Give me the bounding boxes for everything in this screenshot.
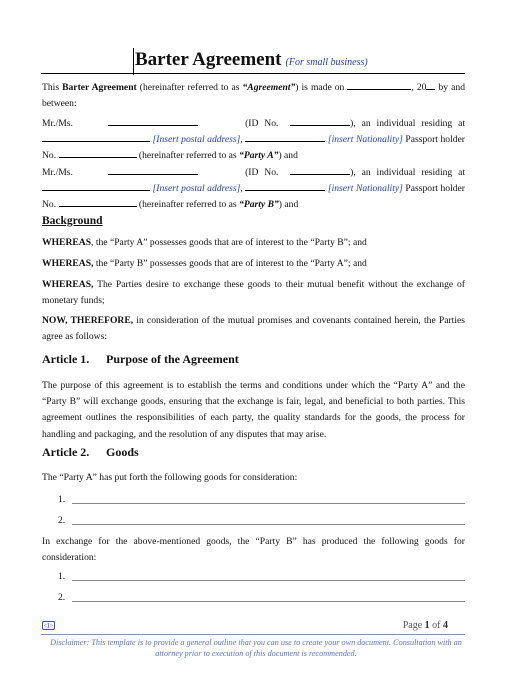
party-b-residing: ), an individual residing at	[350, 167, 466, 178]
page-label: Page	[402, 620, 425, 631]
party-a-and: ) and	[278, 150, 298, 162]
party-a-comma: ,	[240, 134, 243, 146]
whereas-1	[42, 235, 465, 251]
party-b-passport-blank[interactable]	[59, 197, 137, 207]
whereas-3-text: The Parties desire to exchange these goods to their mutual benefit without the exchange of monetary funds;	[42, 279, 465, 307]
party-a-ref: (hereinafter referred to as	[136, 150, 240, 162]
intro-text-1: This	[42, 82, 63, 93]
list-item	[58, 571, 465, 585]
title-text: Barter Agreement	[135, 49, 282, 70]
whereas-2	[42, 256, 465, 272]
party-b-passport: Passport	[402, 183, 438, 195]
party-b-address-blank[interactable]	[42, 181, 150, 191]
list-blank-line[interactable]	[72, 601, 465, 602]
document-title	[133, 48, 368, 75]
whereas-1-bold: WHEREAS	[42, 237, 92, 248]
party-a-passport-blank[interactable]	[59, 148, 137, 158]
page-number	[403, 620, 448, 631]
list-item	[58, 494, 465, 508]
party-a-nationality: [insert Nationality]	[327, 134, 403, 146]
page-current: 1	[424, 620, 430, 631]
page-total: 4	[443, 620, 448, 631]
now-therefore-text: in consideration of the mutual promises and covenants contained herein, the Parties agree as follows:	[42, 315, 465, 343]
party-b-and: ) and	[278, 199, 299, 211]
party-a-nationality-blank[interactable]	[245, 132, 325, 142]
intro-text-2: (hereinafter referred to as	[136, 82, 243, 93]
whereas-3-bold: WHEREAS,	[42, 279, 94, 290]
intro-agreement: “Agreement”	[242, 82, 296, 93]
party-a-id-label: (ID No.	[245, 118, 279, 129]
date-blank[interactable]	[347, 80, 411, 90]
esign-logo-icon: ◁▷	[43, 622, 54, 629]
party-a-label: “Party A”	[239, 150, 279, 162]
party-b-holder: holder No.	[42, 183, 465, 211]
list-item	[58, 515, 465, 529]
intro-text-3: ) is made on	[295, 82, 348, 93]
party-a-name-blank[interactable]	[108, 116, 198, 126]
title-rule	[41, 73, 465, 74]
party-b-ref: (hereinafter referred to as	[136, 199, 240, 211]
party-a-passport: Passport	[402, 134, 438, 146]
party-b-comma: ,	[240, 183, 243, 195]
intro-bold: Barter Agreement	[62, 82, 137, 93]
list-number: 2.	[58, 515, 66, 526]
party-b-nationality-blank[interactable]	[245, 181, 325, 191]
party-a-title: Mr./Ms.	[42, 118, 73, 129]
now-therefore-bold: NOW, THEREFORE,	[42, 315, 134, 326]
list-blank-line[interactable]	[72, 580, 465, 581]
party-a-paragraph	[42, 116, 465, 165]
list-number: 1.	[58, 571, 66, 582]
intro-paragraph	[42, 80, 465, 112]
article-1-body: The purpose of this agreement is to establish the terms and conditions under which the “Party A” and the “Party B” will exchange goods, ensuring that the exchange is fair, legal, and beneficial to both parties. This agreement outlines the responsibilities of each party, the quality standards for the goods, the process for handling and packaging, and the resolution of any disputes that may arise.	[42, 380, 465, 440]
whereas-2-bold: WHEREAS,	[42, 258, 94, 269]
disclaimer: Disclaimer: This template is to provide a general outline that you can use to create your own document. Consultation with an attorney prior to execution of this document is recommended.	[50, 638, 462, 658]
party-a-address-blank[interactable]	[42, 132, 150, 142]
title-subtitle: (For small business)	[285, 57, 368, 68]
whereas-1-text: , the “Party A” possesses goods that are of interest to the “Party B”; and	[91, 237, 367, 248]
intro-text-5: by and between:	[42, 82, 465, 110]
list-blank-line[interactable]	[72, 524, 465, 525]
year-blank[interactable]	[426, 80, 435, 90]
party-b-id-label: (ID No.	[245, 167, 279, 178]
list-number: 2.	[58, 592, 66, 603]
article-2-intro: The “Party A” has put forth the following goods for consideration:	[42, 472, 298, 483]
party-b-paragraph	[42, 165, 465, 214]
party-a-postal: [Insert postal address]	[152, 134, 241, 146]
party-b-id-blank[interactable]	[290, 165, 350, 175]
party-a-id-blank[interactable]	[290, 116, 350, 126]
article-1-number: Article 1.	[42, 352, 90, 366]
background-heading: Background	[42, 215, 103, 227]
page-of: of	[429, 620, 443, 631]
article-1-heading	[42, 352, 239, 367]
whereas-2-text: the “Party B” possesses goods that are of interest to the “Party A”; and	[93, 258, 367, 269]
article-2-number: Article 2.	[42, 445, 90, 459]
party-b-name-blank[interactable]	[108, 165, 198, 175]
article-2-exchange: In exchange for the above-mentioned goods, the “Party B” has produced the following goods for consideration:	[42, 536, 465, 564]
party-b-label: “Party B”	[239, 199, 279, 211]
party-a-residing: ), an individual residing at	[350, 118, 466, 129]
list-blank-line[interactable]	[72, 503, 465, 504]
article-2-title: Goods	[106, 445, 139, 459]
party-b-title: Mr./Ms.	[42, 167, 73, 178]
article-1-title: Purpose of the Agreement	[106, 352, 239, 366]
list-number: 1.	[58, 494, 66, 505]
article-2-heading	[42, 445, 139, 460]
whereas-3	[42, 277, 465, 309]
footer-rule	[41, 634, 465, 635]
intro-year: , 20	[411, 82, 427, 93]
party-a-holder: holder No.	[42, 134, 465, 162]
party-b-nationality: [insert Nationality]	[327, 183, 403, 195]
now-therefore	[42, 313, 465, 345]
list-item	[58, 592, 465, 606]
party-b-postal: [Insert postal address]	[152, 183, 241, 195]
